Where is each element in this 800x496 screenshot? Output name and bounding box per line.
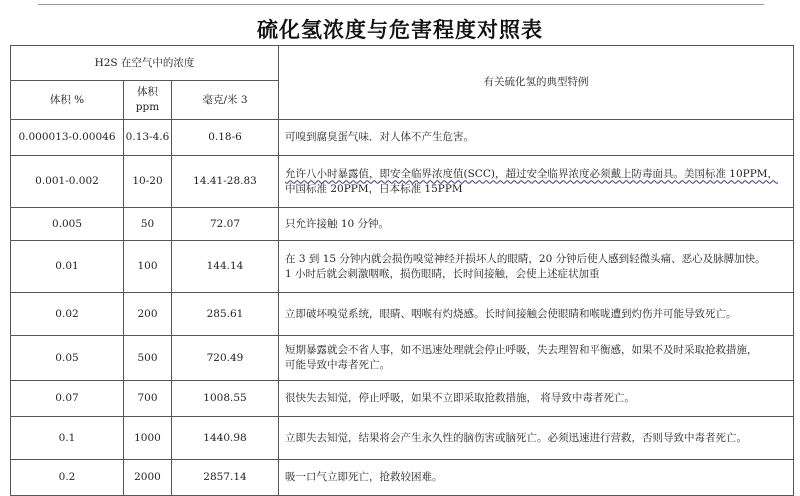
table-header-row-1 xyxy=(11,46,794,81)
table-row xyxy=(11,293,794,336)
effects-line: 中国标准 20PPM，日本标准 15PPM xyxy=(285,182,463,195)
effects-line: 允许八小时暴露值，即安全临界浓度值(SCC)，超过安全临界浓度必须戴上防毒面具。美国标准 10PPM， xyxy=(285,167,779,180)
mg-per-m3-header: 毫克/米 3 xyxy=(172,81,279,120)
volume-percent-cell: 0.05 xyxy=(11,336,124,381)
volume-percent-cell: 0.01 xyxy=(11,241,124,293)
effects-line: 可能导致中毒者死亡。 xyxy=(285,359,390,371)
effects-line: 很快失去知觉，停止呼吸，如果不立即采取抢救措施， 将导致中毒者死亡。 xyxy=(285,392,635,404)
effects-header: 有关硫化氢的典型特例 xyxy=(279,46,794,120)
table-row xyxy=(11,120,794,156)
effects-line: 立即破坏嗅觉系统，眼睛、咽喉有灼烧感。长时间接触会使眼睛和喉咙遭到灼伤并可能导致死亡。 xyxy=(285,307,737,320)
concentration-group-header: H2S 在空气中的浓度 xyxy=(11,46,279,81)
effects-line: 在 3 到 15 分钟内就会损伤嗅觉神经并损坏人的眼睛，20 分钟后使人感到轻微头痛、恶心及脉膊加快。 xyxy=(285,252,766,265)
mg-per-m3-cell: 285.61 xyxy=(172,293,279,336)
mg-per-m3-cell: 14.41-28.83 xyxy=(172,156,279,208)
page-title: 硫化氢浓度与危害程度对照表 xyxy=(257,18,543,42)
effects-line: 立即失去知觉，结果将会产生永久性的脑伤害或脑死亡。必须迅速进行营救，否则导致中毒者死亡。 xyxy=(285,431,747,444)
top-rule xyxy=(38,4,764,5)
table-row xyxy=(11,381,794,417)
mg-per-m3-cell: 144.14 xyxy=(172,241,279,293)
volume-ppm-cell: 0.13-4.6 xyxy=(124,120,172,156)
table-row xyxy=(11,336,794,381)
volume-percent-cell: 0.2 xyxy=(11,460,124,496)
volume-percent-cell: 0.1 xyxy=(11,417,124,460)
volume-percent-cell: 0.001-0.002 xyxy=(11,156,124,208)
effects-cell xyxy=(279,156,794,208)
volume-percent-cell: 0.07 xyxy=(11,381,124,417)
mg-per-m3-cell: 0.18-6 xyxy=(172,120,279,156)
volume-percent-cell: 0.005 xyxy=(11,208,124,241)
effects-cell xyxy=(279,381,794,417)
volume-ppm-cell: 200 xyxy=(124,293,172,336)
volume-ppm-cell: 2000 xyxy=(124,460,172,496)
effects-cell xyxy=(279,208,794,241)
mg-per-m3-cell: 1008.55 xyxy=(172,381,279,417)
effects-cell xyxy=(279,460,794,496)
volume-ppm-cell: 700 xyxy=(124,381,172,417)
volume-percent-header: 体积 % xyxy=(11,81,124,120)
mg-per-m3-cell: 2857.14 xyxy=(172,460,279,496)
volume-ppm-cell: 500 xyxy=(124,336,172,381)
effects-line: 短期暴露就会不省人事，如不迅速处理就会停止呼吸，失去理智和平衡感，如果不及时采取抢救措施， xyxy=(285,344,758,356)
table-row xyxy=(11,241,794,293)
effects-cell xyxy=(279,120,794,156)
effects-cell xyxy=(279,336,794,381)
concentration-table xyxy=(10,45,794,496)
effects-line: 可嗅到腐臭蛋气味．对人体不产生危害。 xyxy=(285,131,474,143)
effects-line: 只允许接触 10 分钟。 xyxy=(285,217,390,230)
effects-line: 1 小时后就会刺激咽喉，损伤眼睛，长时间接触，会使上述症状加重 xyxy=(285,267,600,280)
effects-cell xyxy=(279,417,794,460)
volume-percent-cell: 0.02 xyxy=(11,293,124,336)
table-row xyxy=(11,156,794,208)
table-row xyxy=(11,417,794,460)
mg-per-m3-cell: 1440.98 xyxy=(172,417,279,460)
mg-per-m3-cell: 72.07 xyxy=(172,208,279,241)
mg-per-m3-cell: 720.49 xyxy=(172,336,279,381)
effects-cell xyxy=(279,293,794,336)
table-row xyxy=(11,208,794,241)
volume-percent-cell: 0.000013-0.00046 xyxy=(11,120,124,156)
volume-ppm-cell: 1000 xyxy=(124,417,172,460)
volume-ppm-cell: 10-20 xyxy=(124,156,172,208)
volume-ppm-header: 体积 ppm xyxy=(124,81,172,120)
effects-line: 吸一口气立即死亡，抢救较困难。 xyxy=(285,471,443,483)
volume-ppm-cell: 100 xyxy=(124,241,172,293)
effects-cell xyxy=(279,241,794,293)
table-row xyxy=(11,460,794,496)
volume-ppm-cell: 50 xyxy=(124,208,172,241)
